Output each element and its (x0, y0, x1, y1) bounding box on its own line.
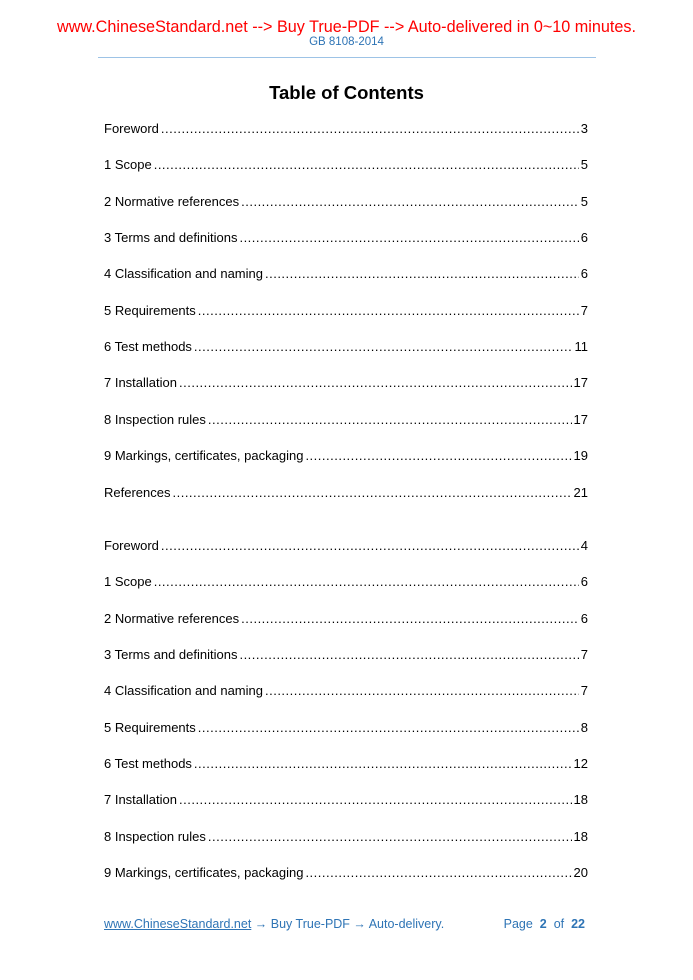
toc-entry-label: References (104, 484, 171, 500)
toc-entry-page: 12 (573, 756, 588, 772)
toc-dot-leader (305, 864, 571, 882)
toc-entry-page: 3 (580, 121, 588, 136)
toc-dot-leader (172, 484, 571, 502)
page-word: Page (503, 917, 533, 931)
toc-entry-page: 20 (573, 865, 588, 881)
page-of: of (553, 917, 565, 931)
toc-entry-page: 7 (580, 683, 588, 699)
toc-dot-leader (208, 411, 572, 429)
toc-entry-label: 8 Inspection rules (104, 411, 206, 427)
toc-entry[interactable] (104, 411, 588, 429)
toc-entry-page: 17 (573, 375, 588, 391)
toc-entry[interactable] (104, 755, 588, 773)
toc-entry-label: 3 Terms and definitions (104, 647, 238, 663)
toc-entry-label: 1 Scope (104, 157, 152, 173)
toc-entry-page: 17 (573, 411, 588, 427)
toc-entry[interactable] (104, 682, 588, 700)
toc-dot-leader (241, 610, 579, 628)
toc-dot-leader (154, 573, 579, 591)
toc-entry-label: 5 Requirements (104, 302, 196, 318)
toc-entry-page: 5 (580, 193, 588, 209)
toc-entry-label: Foreword (104, 121, 159, 136)
toc-entry[interactable] (104, 302, 588, 320)
toc-entry-page: 21 (573, 484, 588, 500)
toc-entry-page: 7 (580, 647, 588, 663)
toc-entry-label: 9 Markings, certificates, packaging (104, 448, 304, 464)
toc-entry-label: 4 Classification and naming (104, 266, 263, 282)
toc-entry[interactable] (104, 338, 588, 356)
toc-dot-leader (161, 120, 579, 138)
toc-entry[interactable] (104, 229, 588, 247)
header-divider (98, 57, 596, 58)
toc-entry-label: 7 Installation (104, 792, 177, 808)
header-banner[interactable]: www.ChineseStandard.net --> Buy True-PDF --> Auto-delivered in 0~10 minutes. (57, 18, 636, 36)
page-title: Table of Contents (269, 82, 424, 103)
toc-entry-page: 18 (573, 828, 588, 844)
toc-entry[interactable] (104, 156, 588, 174)
toc-entry[interactable] (104, 374, 588, 392)
toc-entry-label: 2 Normative references (104, 193, 240, 209)
toc-dot-leader (265, 265, 579, 283)
toc-entry[interactable] (104, 447, 588, 465)
toc-entry-page: 5 (580, 157, 588, 173)
toc-entry-label: 3 Terms and definitions (104, 230, 238, 246)
toc-entry[interactable] (104, 610, 588, 628)
toc-entry[interactable] (104, 120, 588, 138)
toc-entry-page: 6 (580, 610, 588, 626)
toc-entry-page: 8 (580, 719, 588, 735)
document-id: GB 8108-2014 (309, 36, 384, 48)
toc-entry-page: 4 (580, 538, 588, 553)
toc-entry-page: 6 (580, 574, 588, 590)
toc-entry-label: 9 Markings, certificates, packaging (104, 865, 304, 881)
toc-entry-label: 8 Inspection rules (104, 828, 206, 844)
toc-dot-leader (179, 374, 572, 392)
toc-dot-leader (239, 646, 578, 664)
toc-dot-leader (305, 447, 571, 465)
page-current: 2 (539, 917, 547, 931)
toc-dot-leader (179, 791, 572, 809)
toc-dot-leader (239, 229, 578, 247)
toc-entry-label: 1 Scope (104, 574, 152, 590)
toc-dot-leader (194, 338, 573, 356)
toc-entry-label: 4 Classification and naming (104, 683, 263, 699)
toc-entry[interactable] (104, 791, 588, 809)
toc-entry-page: 6 (580, 230, 588, 246)
toc-entry-label: 5 Requirements (104, 719, 196, 735)
toc-entry-page: 6 (580, 266, 588, 282)
toc-entry-page: 7 (580, 302, 588, 318)
toc-entry-label: 6 Test methods (104, 756, 192, 772)
toc-entry[interactable] (104, 573, 588, 591)
footer-website-link[interactable]: www.ChineseStandard.net (104, 917, 252, 931)
toc-entry[interactable] (104, 864, 588, 882)
toc-entry[interactable] (104, 719, 588, 737)
toc-dot-leader (198, 302, 579, 320)
toc-entry[interactable] (104, 265, 588, 283)
page-footer (104, 915, 588, 933)
toc-entry[interactable] (104, 828, 588, 846)
toc-entry-page: 18 (573, 792, 588, 808)
toc-dot-leader (208, 828, 572, 846)
toc-dot-leader (198, 719, 579, 737)
footer-purchase-text: → Buy True-PDF → Auto-delivery. (251, 917, 445, 931)
toc-entry-label: 6 Test methods (104, 339, 192, 355)
toc-entry[interactable] (104, 646, 588, 664)
toc-dot-leader (265, 682, 579, 700)
toc-entry-label: Foreword (104, 538, 159, 553)
page-number (504, 915, 585, 933)
page-total: 22 (571, 917, 585, 931)
toc-dot-leader (161, 537, 579, 555)
toc-entry[interactable] (104, 484, 588, 502)
toc-entry[interactable] (104, 193, 588, 211)
toc-dot-leader (154, 156, 579, 174)
toc-dot-leader (194, 755, 572, 773)
toc-dot-leader (241, 193, 579, 211)
toc-entry-label: 2 Normative references (104, 610, 240, 626)
toc-entry[interactable] (104, 537, 588, 555)
toc-entry-page: 11 (574, 339, 588, 355)
toc-entry-page: 19 (573, 448, 588, 464)
toc-entry-label: 7 Installation (104, 375, 177, 391)
